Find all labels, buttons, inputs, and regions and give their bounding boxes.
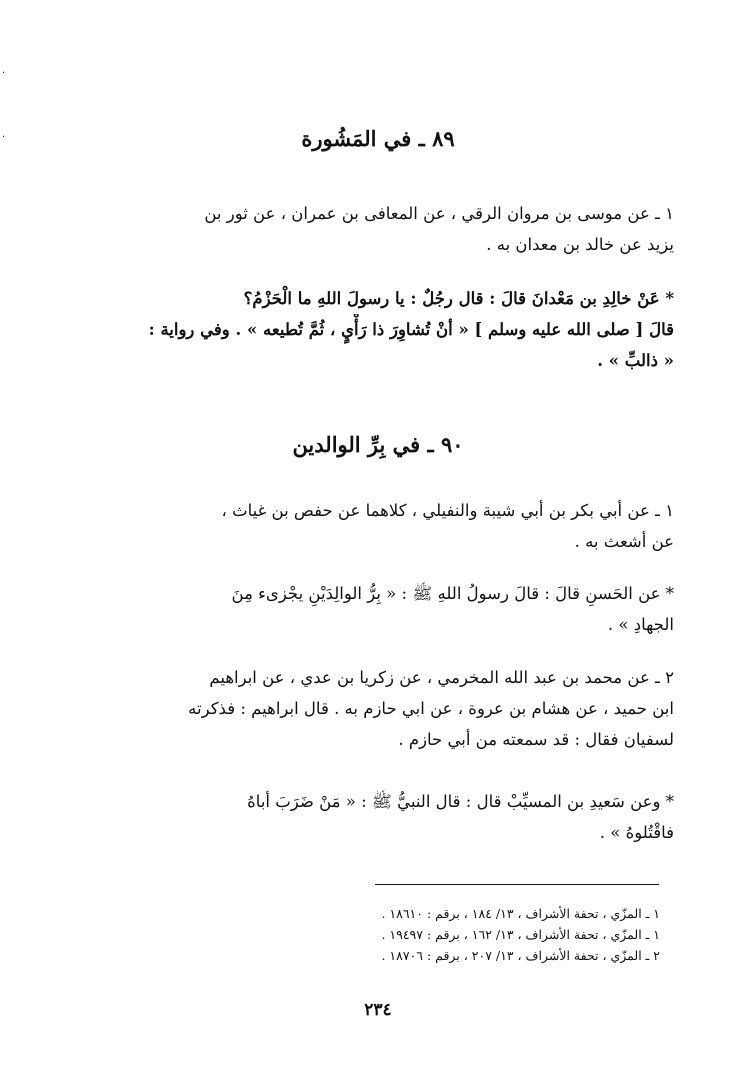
text-line: الجهادِ » . <box>607 615 674 634</box>
footnote: ٢ ـ المزّي ، تحفة الأشراف ، ١٣/ ٢٠٧ ، برقم : ١٨٧٠٦ . <box>381 948 660 963</box>
text-line: قالَ [ صلى الله عليه وسلم ] « أنْ تُشاوِرَ ذا رَأْيٍ ، ثُمَّ تُطيعه » . وفي رواية : <box>148 320 674 339</box>
text-line: ١ ـ عن أبي بكر بن أبي شيبة والنفيلي ، كلاهما عن حفص بن غياث ، <box>221 501 674 520</box>
text-line: ابن حميد ، عن هشام بن عروة ، عن ابي حازم به . قال ابراهيم : فذكرته <box>188 699 674 718</box>
footnote-divider <box>375 884 659 885</box>
text-line: * عَنْ خالِدِ بن مَعْدانَ قالَ : قال رجُلٌ : يا رسولَ اللهِ ما الْحَزْمُ؟ <box>243 289 674 308</box>
page-number: ٢٣٤ <box>364 1000 392 1020</box>
section-89-hadith <box>80 283 674 376</box>
section-90-paragraph-1 <box>80 495 674 557</box>
text-line: ٢ ـ عن محمد بن عبد الله المخرمي ، عن زكريا بن عدي ، عن ابراهيم <box>209 668 674 687</box>
text-line: ١ ـ عن موسى بن مروان الرقي ، عن المعافى بن عمران ، عن ثور بن <box>204 204 674 223</box>
text-line: * عن الحَسنِ قالَ : قالَ رسولُ اللهِ ﷺ : « بِرُّ الوالِدَيْنِ يجْزىء مِنَ <box>231 584 674 603</box>
section-90-heading: ٩٠ ـ في بِرِّ الوالدين <box>292 432 464 457</box>
footnotes <box>300 903 660 966</box>
footnote: ١ ـ المزّي ، تحفة الأشراف ، ١٣/ ١٦٢ ، برقم : ١٩٤٩٧ . <box>381 927 660 942</box>
text-line: لسفيان فقال : قد سمعته من أبي حازم . <box>398 730 674 749</box>
text-line: * وعن سَعيدِ بن المسيِّبْ قال : قال النبيُّ ﷺ : « مَنْ ضَرَبَ أباهُ <box>247 792 674 811</box>
section-89-heading: ٨٩ ـ في المَشُورة <box>301 126 455 151</box>
text-line: يزيد عن خالد بن معدان به . <box>486 235 674 254</box>
section-90-hadith-1 <box>80 578 674 640</box>
text-line: « ذالبِّ » . <box>597 351 674 370</box>
margin-mark-2: · <box>2 132 6 143</box>
footnote: ١ ـ المزّي ، تحفة الأشراف ، ١٣/ ١٨٤ ، برقم : ١٨٦١٠ . <box>381 906 660 921</box>
margin-mark-1: · <box>2 68 6 79</box>
section-90-paragraph-2 <box>80 662 674 755</box>
section-89-paragraph-1 <box>80 198 674 260</box>
text-line: فاقْتُلوهُ » . <box>599 823 674 842</box>
section-90-hadith-2 <box>80 786 674 848</box>
text-line: عن أشعث به . <box>574 532 674 551</box>
